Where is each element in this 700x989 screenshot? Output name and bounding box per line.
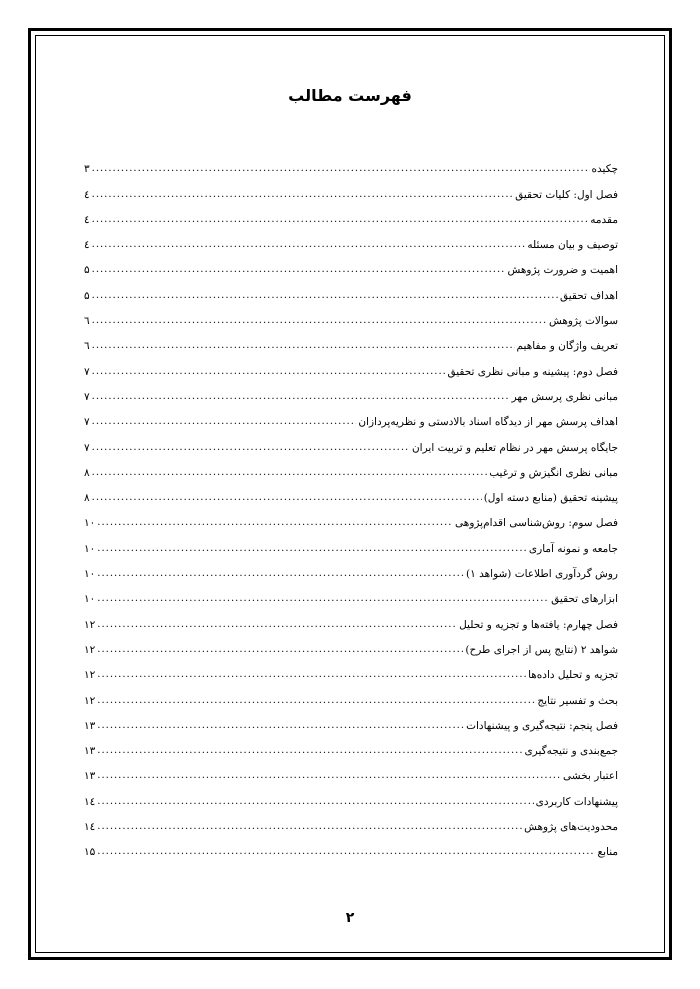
toc-entry-page: ۵: [84, 264, 90, 277]
toc-entry-label: فصل دوم: پیشینه و مبانی نظری تحقیق: [447, 365, 618, 378]
toc-entry-page: ۵: [84, 289, 90, 302]
toc-entry: [84, 479, 618, 504]
toc-entry-label: فصل چهارم: یافته‌ها و تجزیه و تحلیل: [459, 618, 618, 631]
toc-entry-label: شواهد ۲ (نتایج پس از اجرای طرح): [465, 643, 618, 656]
toc-entry-label: فصل اول: کلیات تحقیق: [515, 188, 618, 201]
toc-entry-page: ۱۰: [84, 593, 96, 606]
toc-entry-label: فصل پنجم: نتیجه‌گیری و پیشنهادات: [466, 719, 618, 732]
toc-dot-leader: [92, 215, 589, 226]
toc-entry-page: ۱۳: [84, 719, 96, 732]
toc-entry-label: جمع‌بندی و نتیجه‌گیری: [524, 745, 618, 758]
toc-entry: [84, 681, 618, 706]
toc-entry-page: ۱۳: [84, 770, 96, 783]
toc-entry-page: ۱۵: [84, 846, 96, 859]
table-of-contents: [84, 150, 618, 858]
toc-entry: [84, 276, 618, 301]
toc-entry: [84, 808, 618, 833]
toc-entry: [84, 352, 618, 377]
toc-dot-leader: [92, 291, 558, 302]
toc-entry-label: پیشینه تحقیق (منابع دسته اول): [483, 492, 618, 505]
toc-dot-leader: [92, 265, 506, 276]
toc-dot-leader: [92, 316, 547, 327]
toc-entry-label: جایگاه پرسش مهر در نظام تعلیم و تربیت ایران: [411, 441, 618, 454]
toc-entry-label: اعتبار بخشی: [563, 770, 618, 783]
toc-dot-leader: [92, 190, 513, 201]
toc-entry-label: تعریف واژگان و مفاهیم: [516, 340, 618, 353]
toc-entry-page: ۱۲: [84, 669, 96, 682]
toc-dot-leader: [97, 645, 463, 656]
toc-entry-label: ابزارهای تحقیق: [551, 593, 618, 606]
toc-entry-label: روش گردآوری اطلاعات (شواهد ۱): [466, 568, 618, 581]
toc-entry-page: ٦: [84, 315, 90, 328]
toc-entry: [84, 580, 618, 605]
toc-dot-leader: [97, 518, 453, 529]
toc-entry: [84, 529, 618, 554]
toc-entry: [84, 757, 618, 782]
toc-dot-leader: [92, 164, 590, 175]
toc-dot-leader: [92, 392, 510, 403]
toc-entry: [84, 707, 618, 732]
toc-entry-page: ۸: [84, 492, 90, 505]
toc-entry-page: ٦: [84, 340, 90, 353]
toc-entry-label: توصیف و بیان مسئله: [527, 239, 618, 252]
page-number: ۲: [345, 910, 355, 926]
toc-dot-leader: [92, 240, 526, 251]
toc-entry-page: ۷: [84, 365, 90, 378]
toc-entry: [84, 732, 618, 757]
page-title: فهرست مطالب: [288, 86, 412, 105]
toc-dot-leader: [92, 443, 410, 454]
toc-dot-leader: [97, 620, 457, 631]
toc-entry-label: مقدمه: [590, 213, 618, 226]
toc-entry: [84, 428, 618, 453]
toc-entry-label: تجزیه و تحلیل داده‌ها: [528, 669, 618, 682]
toc-entry-label: اهداف پرسش مهر از دیدگاه اسناد بالادستی و نظریه‌پردازان: [358, 416, 618, 429]
toc-entry-page: ۱۳: [84, 745, 96, 758]
toc-entry: [84, 302, 618, 327]
toc-dot-leader: [97, 797, 533, 808]
toc-entry-page: ٤: [84, 188, 90, 201]
toc-entry-label: اهمیت و ضرورت پژوهش: [507, 264, 618, 277]
toc-entry-page: ۸: [84, 466, 90, 479]
toc-entry: [84, 378, 618, 403]
toc-entry-label: منابع: [597, 846, 618, 859]
toc-entry: [84, 833, 618, 858]
toc-dot-leader: [92, 468, 488, 479]
toc-dot-leader: [92, 367, 446, 378]
toc-entry: [84, 555, 618, 580]
toc-entry-page: ٤: [84, 213, 90, 226]
toc-dot-leader: [97, 696, 535, 707]
toc-dot-leader: [97, 746, 522, 757]
toc-entry-label: چکیده: [591, 163, 618, 176]
toc-dot-leader: [97, 847, 595, 858]
toc-dot-leader: [97, 670, 526, 681]
toc-entry-page: ۳: [84, 163, 90, 176]
toc-entry-page: ۱۰: [84, 517, 96, 530]
toc-entry-page: ٤: [84, 239, 90, 252]
toc-entry: [84, 251, 618, 276]
toc-entry-label: بحث و تفسیر نتایج: [537, 694, 618, 707]
toc-entry: [84, 631, 618, 656]
toc-entry-label: محدودیت‌های پژوهش: [524, 821, 618, 834]
toc-dot-leader: [92, 493, 482, 504]
toc-entry: [84, 454, 618, 479]
toc-dot-leader: [92, 341, 515, 352]
toc-entry-label: اهداف تحقیق: [559, 289, 618, 302]
toc-entry: [84, 403, 618, 428]
toc-entry-label: مبانی نظری پرسش مهر: [511, 390, 618, 403]
toc-entry: [84, 327, 618, 352]
toc-entry-page: ۱٤: [84, 821, 96, 834]
toc-entry: [84, 175, 618, 200]
toc-entry-page: ۱۲: [84, 618, 96, 631]
toc-dot-leader: [97, 569, 464, 580]
toc-dot-leader: [97, 544, 527, 555]
toc-dot-leader: [92, 417, 357, 428]
toc-entry: [84, 201, 618, 226]
toc-entry-page: ۷: [84, 441, 90, 454]
toc-dot-leader: [97, 771, 561, 782]
toc-entry: [84, 656, 618, 681]
toc-entry-label: سوالات پژوهش: [548, 315, 618, 328]
toc-dot-leader: [97, 822, 522, 833]
toc-entry-page: ۱۰: [84, 568, 96, 581]
toc-entry-page: ۱۲: [84, 643, 96, 656]
toc-entry-label: پیشنهادات کاربردی: [535, 795, 618, 808]
toc-dot-leader: [97, 721, 464, 732]
toc-entry-page: ۷: [84, 390, 90, 403]
toc-entry: [84, 150, 618, 175]
toc-entry-page: ۱۰: [84, 542, 96, 555]
toc-entry-page: ۷: [84, 416, 90, 429]
toc-dot-leader: [97, 594, 549, 605]
toc-entry-label: جامعه و نمونه آماری: [528, 542, 618, 555]
toc-entry: [84, 782, 618, 807]
toc-entry: [84, 504, 618, 529]
toc-entry-page: ۱٤: [84, 795, 96, 808]
toc-entry-label: مبانی نظری انگیزش و ترغیب: [489, 466, 618, 479]
toc-entry: [84, 226, 618, 251]
toc-entry: [84, 605, 618, 630]
toc-entry-label: فصل سوم: روش‌شناسی اقدام‌پژوهی: [455, 517, 618, 530]
toc-entry-page: ۱۲: [84, 694, 96, 707]
